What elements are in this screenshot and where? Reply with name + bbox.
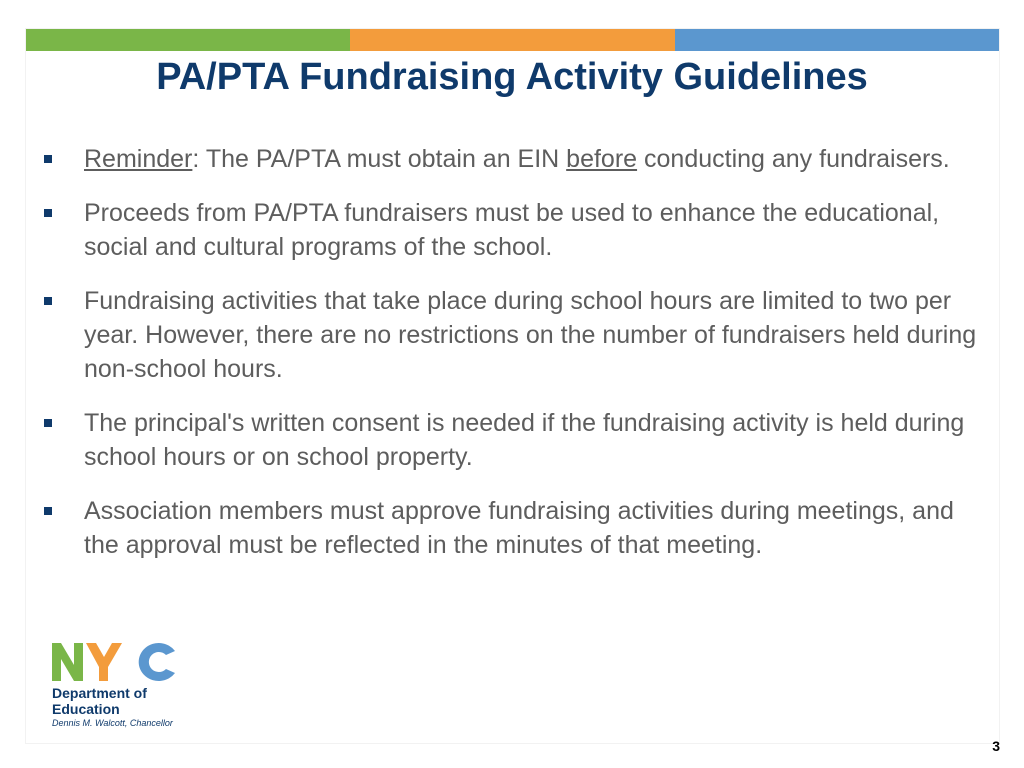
bullet-item: [40, 406, 980, 474]
orange-bar-segment: [350, 29, 674, 51]
department-name: [52, 685, 147, 717]
square-bullet-icon: [44, 419, 52, 427]
square-bullet-icon: [44, 155, 52, 163]
page-number: 3: [992, 738, 1000, 754]
slide-title: PA/PTA Fundraising Activity Guidelines: [156, 56, 868, 98]
department-line-2: Education: [52, 701, 120, 717]
emphasis-before: before: [566, 145, 638, 173]
top-color-bar: [26, 29, 999, 51]
bullet-text: Association members must approve fundraising activities during meetings, and the approval must be reflected in the minutes of that meeting.: [84, 497, 954, 559]
bullet-item: [40, 142, 980, 176]
bullet-item: [40, 284, 980, 386]
green-bar-segment: [26, 29, 350, 51]
bullet-text: Proceeds from PA/PTA fundraisers must be used to enhance the educational, social and cultural programs of the school.: [84, 199, 940, 261]
reminder-label: Reminder: [84, 145, 193, 173]
guideline-list: [40, 142, 980, 582]
blue-bar-segment: [675, 29, 999, 51]
bullet-text: Fundraising activities that take place during school hours are limited to two per year. However, there are no restrictions on the number of fundraisers held during non-school hours.: [84, 287, 977, 383]
bullet-text: : The PA/PTA must obtain an EIN: [192, 145, 567, 173]
chancellor-name: Dennis M. Walcott, Chancellor: [52, 718, 173, 728]
nyc-logo-mark: [52, 641, 177, 683]
department-line-1: Department of: [52, 685, 147, 701]
bullet-text: conducting any fundraisers.: [637, 145, 950, 173]
square-bullet-icon: [44, 297, 52, 305]
bullet-item: [40, 196, 980, 264]
bullet-text: The principal's written consent is needed if the fundraising activity is held during school hours or on school property.: [84, 409, 965, 471]
bullet-item: [40, 494, 980, 562]
nyc-doe-logo: [52, 641, 192, 731]
square-bullet-icon: [44, 507, 52, 515]
square-bullet-icon: [44, 209, 52, 217]
